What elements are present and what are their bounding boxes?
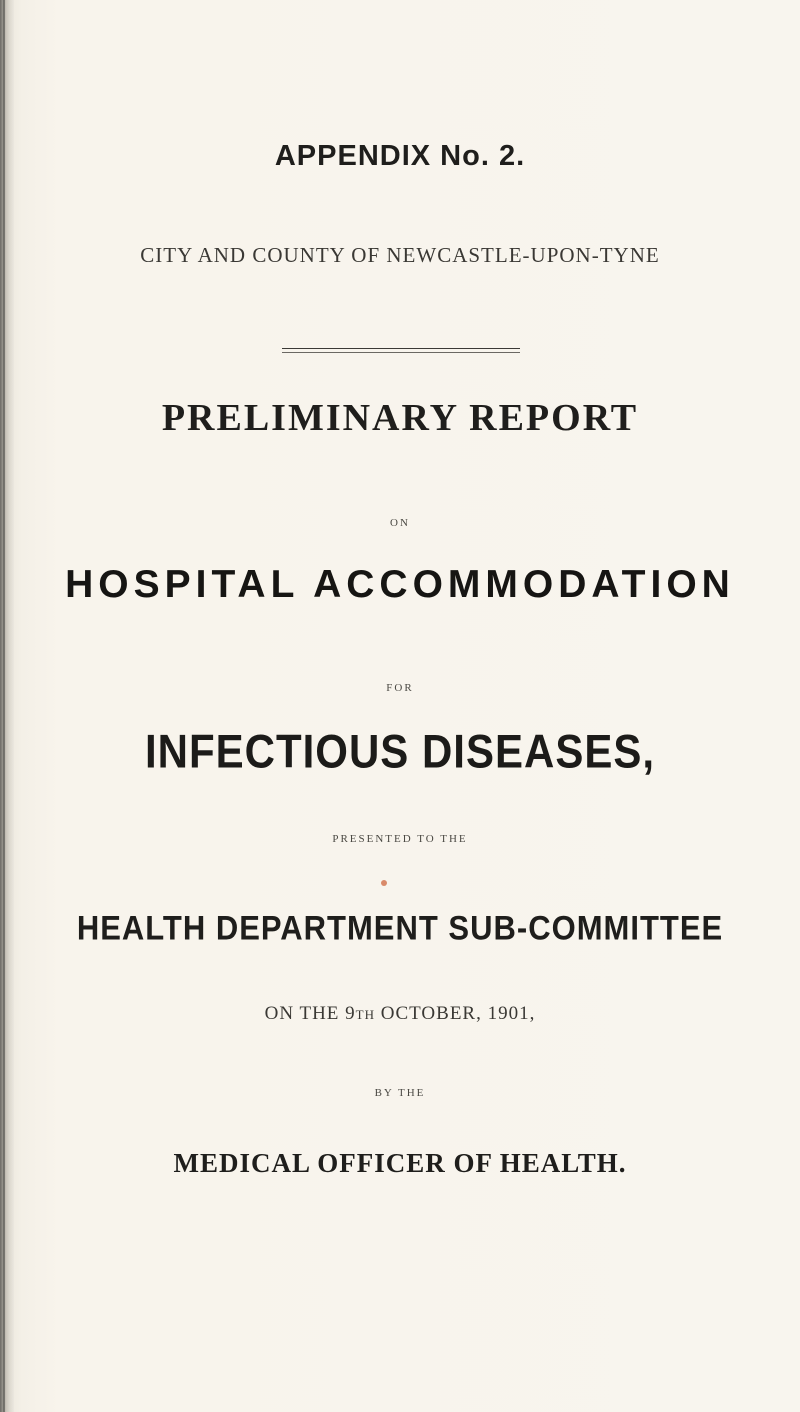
date-suffix: OCTOBER, 1901, (375, 1003, 536, 1024)
city-line: CITY AND COUNTY OF NEWCASTLE-UPON-TYNE (140, 243, 660, 267)
binding-edge (0, 0, 14, 1412)
committee-title: HEALTH DEPARTMENT SUB-COMMITTEE (76, 908, 724, 948)
by-label: BY THE (374, 1087, 426, 1099)
divider-rule (282, 348, 520, 349)
divider-rule-secondary (282, 352, 520, 353)
appendix-title: APPENDIX No. 2. (274, 140, 526, 172)
report-title: PRELIMINARY REPORT (161, 397, 639, 439)
date-line (0, 1003, 800, 1025)
date-prefix: ON THE 9 (264, 1003, 356, 1024)
officer-title: MEDICAL OFFICER OF HEALTH. (173, 1148, 627, 1178)
binding-line (3, 0, 5, 1412)
for-label: FOR (386, 682, 414, 694)
on-label: ON (390, 517, 410, 529)
ink-spot (381, 880, 387, 886)
subject-title: HOSPITAL ACCOMMODATION (65, 563, 735, 606)
diseases-title: INFECTIOUS DISEASES, (144, 725, 656, 778)
date-ordinal: TH (355, 1007, 376, 1022)
presented-label: PRESENTED TO THE (332, 833, 468, 845)
